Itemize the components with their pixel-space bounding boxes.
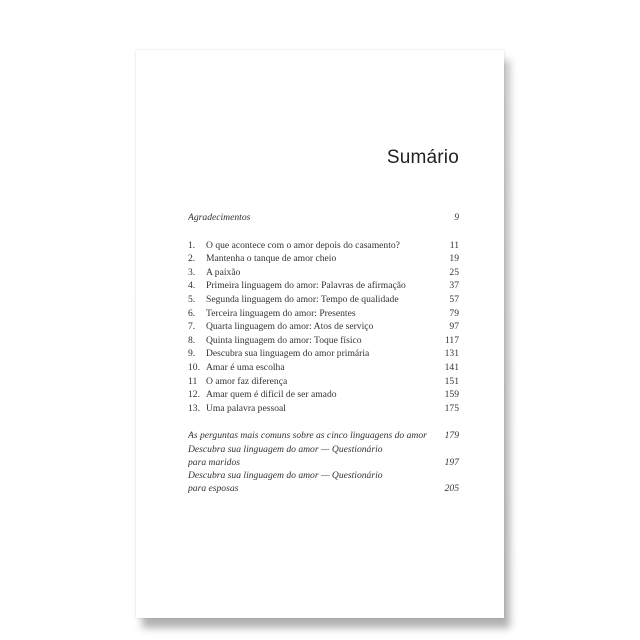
chapter-title: Segunda linguagem do amor: Tempo de qualidade <box>206 293 399 305</box>
chapter-title: Mantenha o tanque de amor cheio <box>206 253 337 265</box>
toc-entry-faq <box>188 429 459 442</box>
toc-page-number: 205 <box>444 483 459 495</box>
chapter-title: Quinta linguagem do amor: Toque físico <box>206 334 362 346</box>
chapter-number: 11 <box>188 375 198 387</box>
toc-entry-wives-quiz-cont <box>188 482 459 495</box>
chapter-title: Primeira linguagem do amor: Palavras de afirmação <box>206 280 406 292</box>
toc-page-number: 151 <box>444 375 459 387</box>
chapter-number: 13. <box>188 402 200 414</box>
page-title: Sumário <box>386 147 459 168</box>
chapter-title: Amar é uma escolha <box>206 361 285 373</box>
chapter-number: 2. <box>188 253 196 265</box>
chapter-list <box>188 239 459 416</box>
toc-label: para maridos <box>188 456 240 468</box>
toc-page-number: 11 <box>449 239 459 251</box>
appendix-list <box>188 429 459 495</box>
chapter-number: 8. <box>188 334 196 346</box>
toc-page-number: 159 <box>444 389 459 401</box>
toc-page-number: 97 <box>449 321 459 333</box>
toc-entry-chapter <box>188 293 459 307</box>
toc-entry-chapter <box>188 334 459 348</box>
chapter-title: Quarta linguagem do amor: Atos de serviço <box>206 321 374 333</box>
toc-page-number: 57 <box>449 293 459 305</box>
toc-label: Descubra sua linguagem do amor — Questionário <box>188 443 383 455</box>
toc-page-number: 131 <box>444 348 459 360</box>
chapter-title: O amor faz diferença <box>206 375 288 387</box>
chapter-number: 10. <box>188 361 200 373</box>
chapter-number: 9. <box>188 348 196 360</box>
toc-page-number: 117 <box>444 334 459 346</box>
toc-entry-chapter <box>188 347 459 361</box>
chapter-number: 6. <box>188 307 196 319</box>
toc-label: As perguntas mais comuns sobre as cinco linguagens do amor <box>188 430 427 442</box>
chapter-number: 7. <box>188 321 196 333</box>
toc-page-number: 19 <box>449 253 459 265</box>
toc-entry-chapter <box>188 320 459 334</box>
chapter-number: 3. <box>188 266 196 278</box>
table-of-contents <box>188 211 459 495</box>
toc-entry-chapter <box>188 361 459 375</box>
toc-page-number: 25 <box>449 266 459 278</box>
chapter-title: Descubra sua linguagem do amor primária <box>206 348 370 360</box>
toc-entry-chapter <box>188 266 459 280</box>
chapter-number: 5. <box>188 293 196 305</box>
toc-page-number: 197 <box>444 456 459 468</box>
chapter-title: Uma palavra pessoal <box>206 402 286 414</box>
toc-page-number: 37 <box>449 280 459 292</box>
toc-page-number: 175 <box>444 402 459 414</box>
toc-entry-wives-quiz <box>188 469 459 482</box>
toc-entry-husbands-quiz <box>188 443 459 456</box>
toc-page-number: 9 <box>454 212 459 223</box>
toc-label: Descubra sua linguagem do amor — Questionário <box>188 469 383 481</box>
toc-page-number: 79 <box>449 307 459 319</box>
toc-entry-husbands-quiz-cont <box>188 456 459 469</box>
toc-entry-chapter <box>188 239 459 253</box>
toc-entry-chapter <box>188 375 459 389</box>
chapter-title: Terceira linguagem do amor: Presentes <box>206 307 356 319</box>
toc-label: Agradecimentos <box>188 212 251 223</box>
chapter-number: 12. <box>188 389 200 401</box>
toc-entry-acknowledgments <box>188 211 459 225</box>
toc-entry-chapter <box>188 307 459 321</box>
toc-label: para esposas <box>188 483 239 495</box>
chapter-title: Amar quem é difícil de ser amado <box>206 389 337 401</box>
chapter-title: O que acontece com o amor depois do casamento? <box>206 239 400 251</box>
book-page <box>136 50 504 618</box>
chapter-number: 4. <box>188 280 196 292</box>
toc-page-number: 141 <box>444 361 459 373</box>
toc-entry-chapter <box>188 279 459 293</box>
toc-entry-chapter <box>188 388 459 402</box>
chapter-title: A paixão <box>206 266 241 278</box>
toc-page-number: 179 <box>444 430 459 442</box>
chapter-number: 1. <box>188 239 196 251</box>
toc-entry-chapter <box>188 402 459 416</box>
toc-entry-chapter <box>188 252 459 266</box>
